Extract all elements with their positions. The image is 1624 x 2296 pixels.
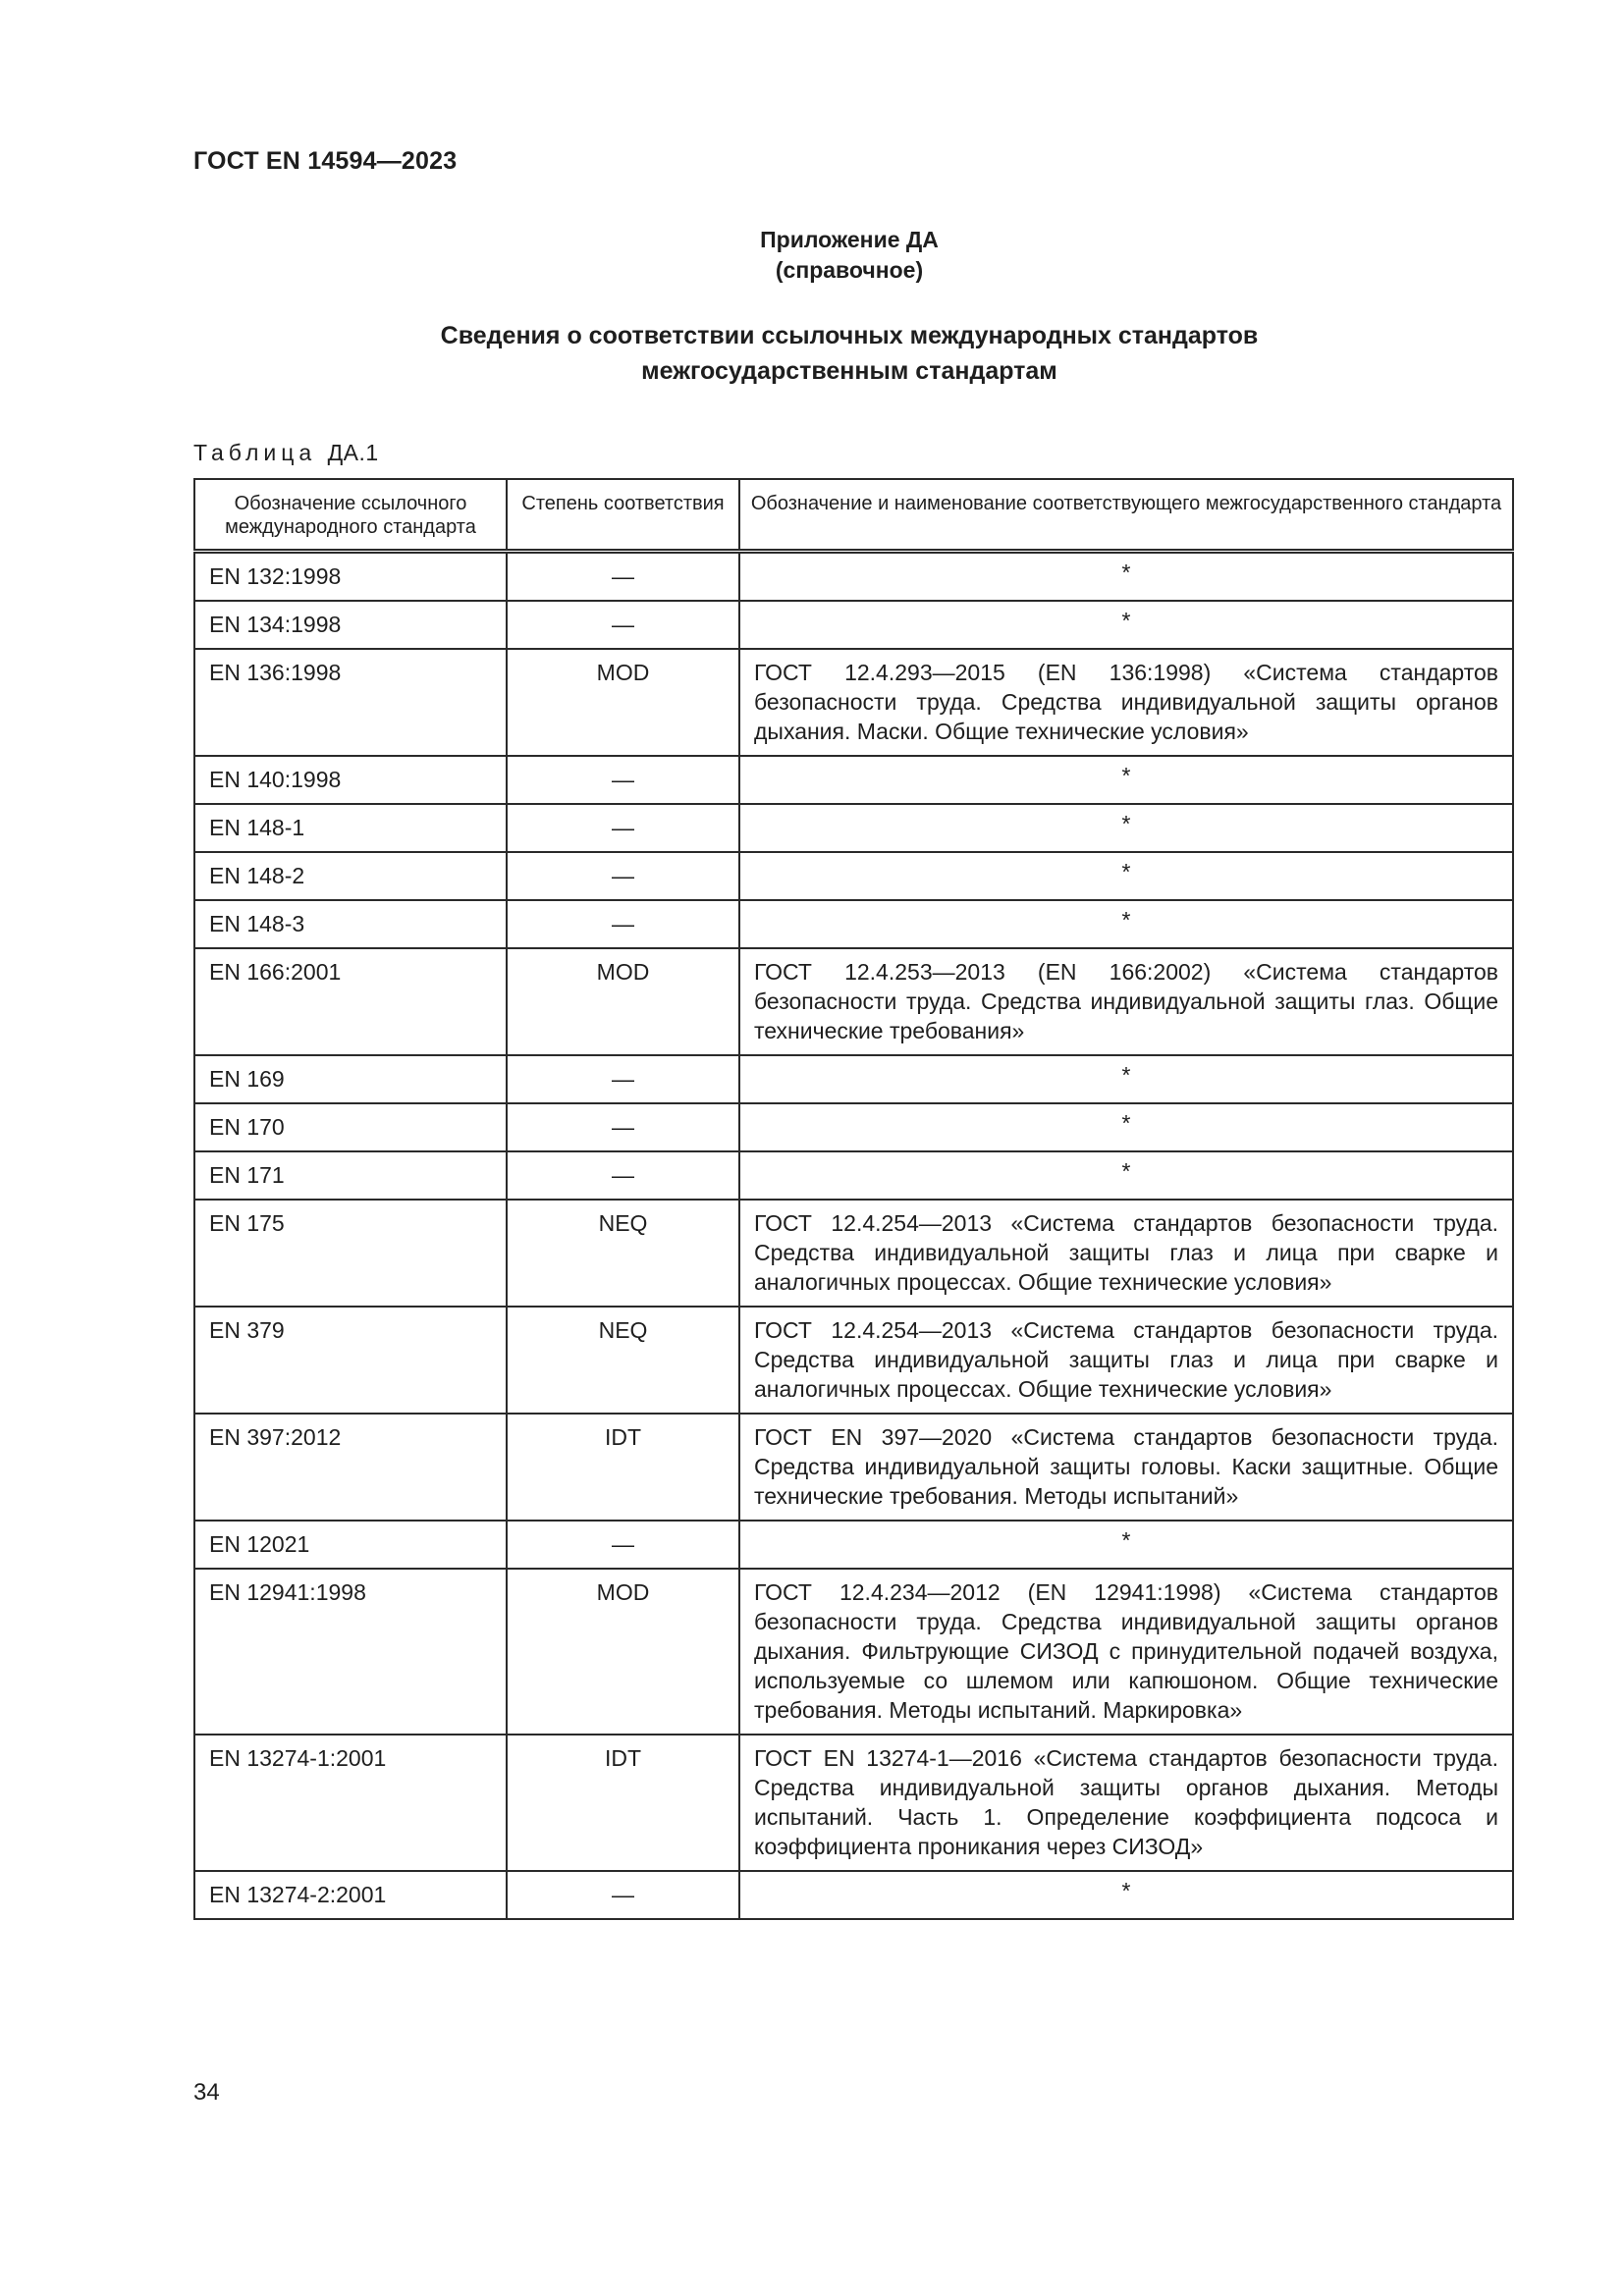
table-row (194, 1521, 1513, 1569)
cell-degree: — (507, 601, 739, 649)
table-body (194, 552, 1513, 1920)
cell-international-standard: EN 132:1998 (194, 552, 507, 602)
cell-international-standard: EN 13274-1:2001 (194, 1735, 507, 1871)
cell-interstate-standard: * (739, 1871, 1513, 1919)
cell-interstate-standard: ГОСТ 12.4.253—2013 (EN 166:2002) «Система стандартов безопасности труда. Средства индивидуальной защиты глаз. Общие технические требования» (739, 948, 1513, 1055)
cell-international-standard: EN 175 (194, 1200, 507, 1307)
cell-degree: — (507, 1521, 739, 1569)
table-row (194, 649, 1513, 756)
table-row (194, 756, 1513, 804)
cell-interstate-standard: * (739, 1521, 1513, 1569)
annex-title-line-2: межгосударственным стандартам (641, 357, 1057, 385)
cell-degree: — (507, 552, 739, 602)
cell-interstate-standard: ГОСТ 12.4.234—2012 (EN 12941:1998) «Система стандартов безопасности труда. Средства индивидуальной защиты органов дыхания. Фильтрующие СИЗОД с принудительной подачей воздуха, используемые со шлемом или капюшоном. Общие технические требования. Методы испытаний. Маркировка» (739, 1569, 1513, 1735)
cell-interstate-standard: * (739, 1151, 1513, 1200)
table-header-row (194, 479, 1513, 552)
cell-interstate-standard: * (739, 852, 1513, 900)
cell-degree: — (507, 1871, 739, 1919)
cell-degree: MOD (507, 948, 739, 1055)
table-row (194, 1414, 1513, 1521)
cell-degree: MOD (507, 649, 739, 756)
cell-international-standard: EN 166:2001 (194, 948, 507, 1055)
annex-heading (0, 225, 1624, 286)
cell-international-standard: EN 12941:1998 (194, 1569, 507, 1735)
cell-interstate-standard: * (739, 1103, 1513, 1151)
header-interstate-standard: Обозначение и наименование соответствующего межгосударственного стандарта (739, 479, 1513, 552)
table-row (194, 1307, 1513, 1414)
table-row (194, 1200, 1513, 1307)
cell-international-standard: EN 170 (194, 1103, 507, 1151)
annex-status: (справочное) (775, 257, 924, 283)
cell-interstate-standard: ГОСТ EN 397—2020 «Система стандартов безопасности труда. Средства индивидуальной защиты головы. Каски защитные. Общие технические требования. Методы испытаний» (739, 1414, 1513, 1521)
cell-degree: — (507, 900, 739, 948)
document-code: ГОСТ EN 14594—2023 (193, 147, 458, 175)
header-international-standard: Обозначение ссылочного международного стандарта (194, 479, 507, 552)
cell-interstate-standard: ГОСТ 12.4.254—2013 «Система стандартов безопасности труда. Средства индивидуальной защиты глаз и лица при сварке и аналогичных процессах. Общие технические условия» (739, 1200, 1513, 1307)
table-row (194, 852, 1513, 900)
cell-degree: MOD (507, 1569, 739, 1735)
cell-degree: — (507, 1103, 739, 1151)
cell-interstate-standard: * (739, 900, 1513, 948)
header-degree: Степень соответствия (507, 479, 739, 552)
cell-international-standard: EN 169 (194, 1055, 507, 1103)
table-row (194, 1871, 1513, 1919)
cell-degree: NEQ (507, 1307, 739, 1414)
table-row (194, 1569, 1513, 1735)
cell-interstate-standard: * (739, 804, 1513, 852)
table-row (194, 1055, 1513, 1103)
table-row (194, 1103, 1513, 1151)
table-row (194, 804, 1513, 852)
cell-international-standard: EN 148-3 (194, 900, 507, 948)
cell-international-standard: EN 148-1 (194, 804, 507, 852)
cell-international-standard: EN 134:1998 (194, 601, 507, 649)
table-row (194, 1151, 1513, 1200)
cell-international-standard: EN 140:1998 (194, 756, 507, 804)
table-caption (193, 440, 379, 466)
cell-degree: — (507, 804, 739, 852)
cell-interstate-standard: ГОСТ 12.4.254—2013 «Система стандартов безопасности труда. Средства индивидуальной защиты глаз и лица при сварке и аналогичных процессах. Общие технические условия» (739, 1307, 1513, 1414)
annex-label: Приложение ДА (760, 227, 939, 252)
correspondence-table (193, 478, 1514, 1920)
cell-interstate-standard: * (739, 1055, 1513, 1103)
table-row (194, 601, 1513, 649)
table-row (194, 948, 1513, 1055)
cell-interstate-standard: * (739, 552, 1513, 602)
cell-international-standard: EN 13274-2:2001 (194, 1871, 507, 1919)
table-caption-number: ДА.1 (327, 440, 379, 465)
cell-interstate-standard: * (739, 756, 1513, 804)
table-row (194, 900, 1513, 948)
page-number: 34 (193, 2079, 220, 2106)
cell-degree: — (507, 1151, 739, 1200)
cell-international-standard: EN 379 (194, 1307, 507, 1414)
cell-degree: — (507, 756, 739, 804)
cell-interstate-standard: ГОСТ EN 13274-1—2016 «Система стандартов безопасности труда. Средства индивидуальной защиты органов дыхания. Методы испытаний. Часть 1. Определение коэффициента подсоса и коэффициента проникания через СИЗОД» (739, 1735, 1513, 1871)
cell-interstate-standard: ГОСТ 12.4.293—2015 (EN 136:1998) «Система стандартов безопасности труда. Средства индивидуальной защиты органов дыхания. Маски. Общие технические условия» (739, 649, 1513, 756)
cell-degree: — (507, 852, 739, 900)
table-row (194, 1735, 1513, 1871)
cell-international-standard: EN 148-2 (194, 852, 507, 900)
cell-degree: IDT (507, 1414, 739, 1521)
cell-degree: NEQ (507, 1200, 739, 1307)
cell-international-standard: EN 397:2012 (194, 1414, 507, 1521)
table-row (194, 552, 1513, 602)
cell-international-standard: EN 171 (194, 1151, 507, 1200)
annex-title-line-1: Сведения о соответствии ссылочных международных стандартов (440, 322, 1259, 349)
cell-degree: IDT (507, 1735, 739, 1871)
cell-interstate-standard: * (739, 601, 1513, 649)
table-caption-label: Таблица (193, 440, 317, 465)
cell-international-standard: EN 136:1998 (194, 649, 507, 756)
cell-international-standard: EN 12021 (194, 1521, 507, 1569)
cell-degree: — (507, 1055, 739, 1103)
annex-title (0, 318, 1624, 389)
